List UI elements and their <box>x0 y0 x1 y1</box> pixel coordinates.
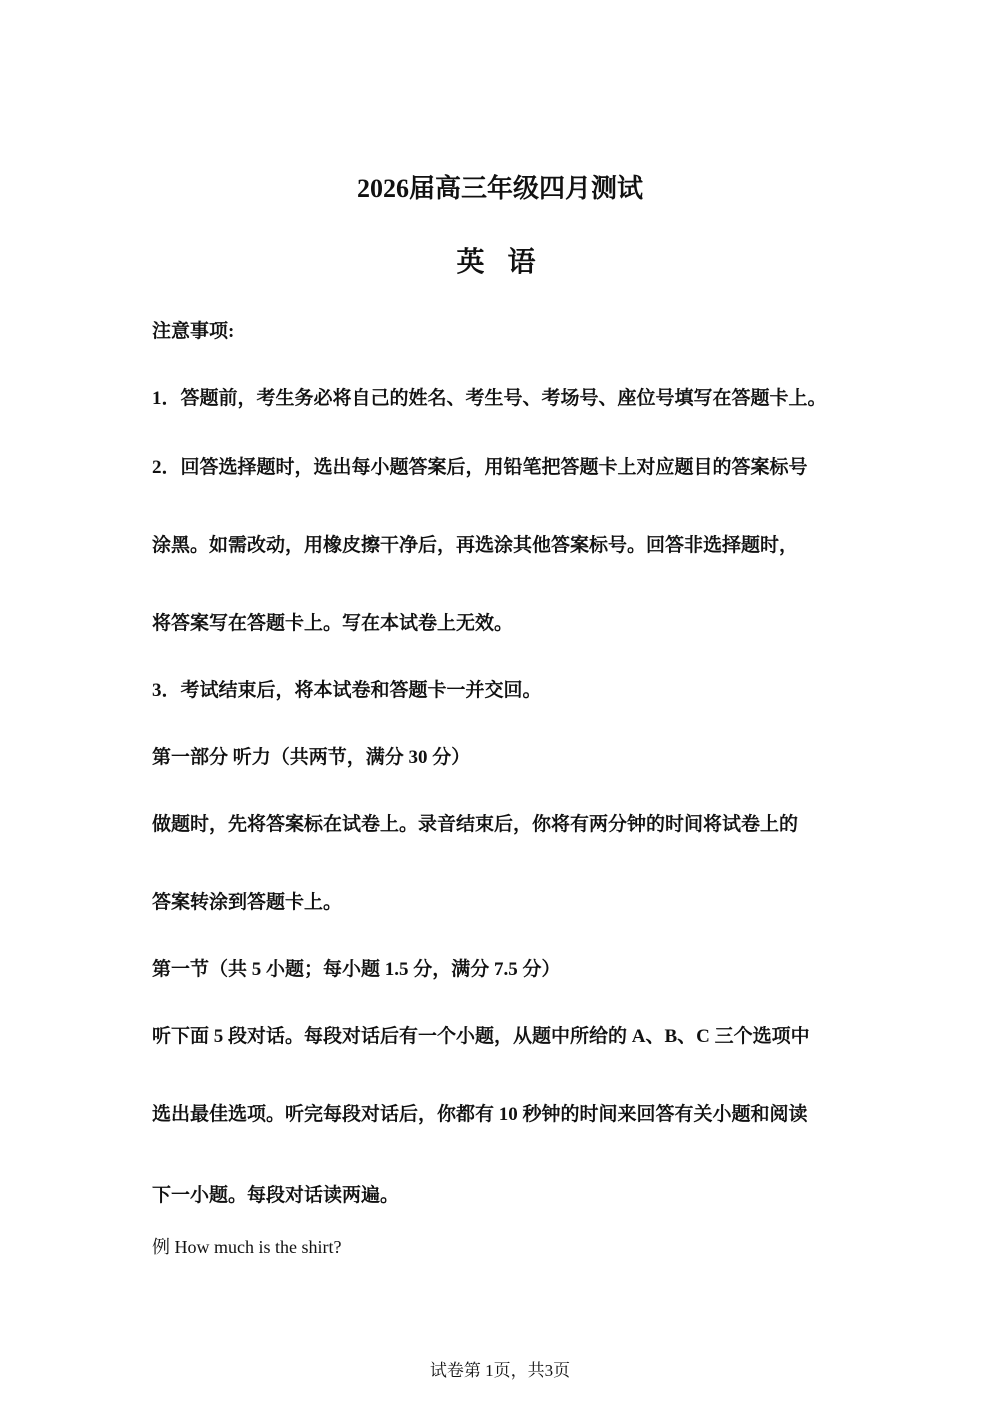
part-one-heading: 第一部分 听力（共两节，满分 30 分） <box>152 747 471 768</box>
example-question: 例 How much is the shirt? <box>152 1237 342 1257</box>
page-footer: 试卷第 1页，共3页 <box>429 1361 571 1380</box>
notice-item-1: 1．答题前，考生务必将自己的姓名、考生号、考场号、座位号填写在答题卡上。 <box>152 388 827 409</box>
notice-item-2-line-3: 将答案写在答题卡上。写在本试卷上无效。 <box>152 613 514 634</box>
notice-heading: 注意事项: <box>152 321 235 342</box>
notice-item-2-line-1: 2．回答选择题时，选出每小题答案后，用铅笔把答题卡上对应题目的答案标号 <box>152 457 808 478</box>
subject-title: 英 语 <box>456 247 544 278</box>
part-one-instruction-line-2: 答案转涂到答题卡上。 <box>152 892 343 913</box>
section-one-instruction-line-3: 下一小题。每段对话读两遍。 <box>152 1185 400 1206</box>
notice-item-2-line-2: 涂黑。如需改动，用橡皮擦干净后，再选涂其他答案标号。回答非选择题时， <box>152 535 799 556</box>
exam-title: 2026届高三年级四月测试 <box>356 174 643 203</box>
notice-item-3: 3．考试结束后，将本试卷和答题卡一并交回。 <box>152 680 542 701</box>
part-one-instruction-line-1: 做题时，先将答案标在试卷上。录音结束后，你将有两分钟的时间将试卷上的 <box>152 814 799 835</box>
section-one-instruction-line-2: 选出最佳选项。听完每段对话后，你都有 10 秒钟的时间来回答有关小题和阅读 <box>152 1104 808 1125</box>
section-one-instruction-line-1: 听下面 5 段对话。每段对话后有一个小题，从题中所给的 A、B、C 三个选项中 <box>152 1026 810 1047</box>
section-one-heading: 第一节（共 5 小题；每小题 1.5 分，满分 7.5 分） <box>152 959 561 980</box>
